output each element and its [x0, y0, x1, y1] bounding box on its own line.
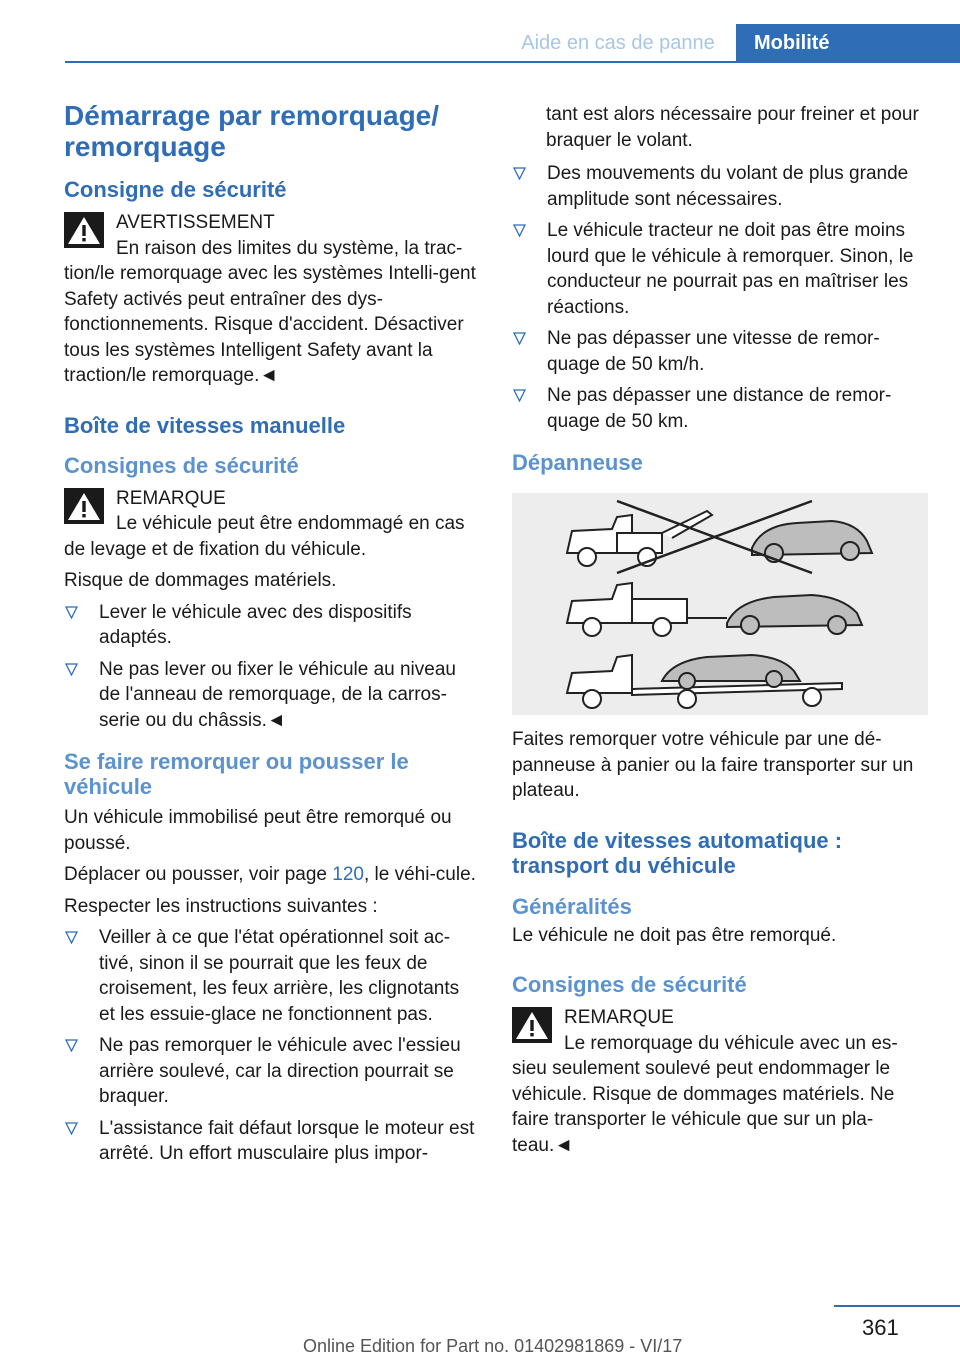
note-text: Le remorquage du véhicule avec un es-sieu seulement soulevé peut endommager le véhicule. Risque de dommages matériels. Ne faire transporter le véhicule que sur un pla-teau.◄: [512, 1032, 898, 1156]
general-text: Le véhicule ne doit pas être remorqué.: [512, 924, 837, 946]
list-item: [64, 1033, 480, 1110]
note-block: [64, 486, 480, 563]
note-label: REMARQUE: [564, 1007, 674, 1028]
towing-bullet-list: [64, 925, 480, 1167]
list-item-text: Le véhicule tracteur ne doit pas être moins lourd que le véhicule à remorquer. Sinon, le conducteur ne pourrait pas en maîtriser les réactions.: [547, 220, 914, 318]
note-risk: Risque de dommages matériels.: [64, 570, 337, 591]
towing-heading: Se faire remorquer ou pousser le véhicule: [64, 749, 409, 799]
note-label: REMARQUE: [116, 487, 226, 509]
warning-label: AVERTISSEMENT: [116, 212, 275, 233]
triangle-bullet-icon: [65, 1039, 78, 1052]
warning-icon: [64, 212, 104, 248]
manual-safety-heading: Consignes de sécurité: [64, 452, 299, 478]
edition-footer: Online Edition for Part no. 01402981869 - VI/17: [303, 1336, 683, 1356]
towing-reference: [64, 862, 480, 888]
list-item-text: Ne pas dépasser une distance de remor-quage de 50 km.: [547, 385, 892, 432]
warning-icon: [512, 1007, 552, 1043]
list-item: [64, 1116, 480, 1167]
tow-truck-drawing-1: [567, 511, 712, 566]
triangle-bullet-icon: [513, 224, 526, 237]
note-block-2: [512, 1005, 928, 1158]
tow-truck-illustration: [512, 493, 928, 715]
list-item-text: Ne pas dépasser une vitesse de remor-quage de 50 km/h.: [547, 328, 880, 375]
triangle-bullet-icon: [513, 332, 526, 345]
manual-gearbox-heading: Boîte de vitesses manuelle: [64, 412, 346, 438]
list-item-text: Ne pas remorquer le véhicule avec l'essieu arrière soulevé, car la direction pourrait se braquer.: [99, 1035, 461, 1107]
list-item: [512, 383, 928, 434]
header-rule: [65, 61, 960, 63]
header-section-tab[interactable]: Aide en cas de panne: [521, 32, 715, 54]
note-text: Le véhicule peut être endommagé en cas de levage et de fixation du véhicule.: [64, 513, 465, 560]
left-column: [64, 100, 480, 1173]
list-item-text: L'assistance fait défaut lorsque le moteur est arrêté. Un effort musculaire plus impor-: [99, 1117, 475, 1164]
list-item: [512, 161, 928, 212]
continuation-text: tant est alors nécessaire pour freiner et pour braquer le volant.: [546, 104, 919, 151]
tow-truck-illustration-graphic: [512, 493, 928, 715]
tow-truck-text: Faites remorquer votre véhicule par une dé-panneuse à panier ou la faire transporter sur un plateau.: [512, 729, 914, 801]
right-column: [512, 102, 928, 1158]
auto-safety-heading: Consignes de sécurité: [512, 972, 747, 997]
automatic-gearbox-heading: Boîte de vitesses automatique : transport du véhicule: [512, 827, 843, 878]
general-heading: Généralités: [512, 893, 632, 919]
tow-truck-heading: Dépanneuse: [512, 450, 643, 475]
triangle-bullet-icon: [513, 167, 526, 180]
triangle-bullet-icon: [65, 931, 78, 944]
towed-car-drawing-2: [727, 595, 862, 634]
footer-rule: [834, 1305, 960, 1307]
warning-text: En raison des limites du système, la trac-tion/le remorquage avec les systèmes Intelli-gent Safety activés peut entraîner des dys-fonctionnements. Risque d'accident. Désactiver tous les systèmes Intelligent Safety avant la traction/le remorquage.◄: [64, 237, 476, 386]
carried-car-drawing: [662, 655, 800, 689]
list-item: [64, 657, 480, 734]
page-title: Démarrage par remorquage/ remorquage: [64, 100, 440, 162]
reference-text-end: , le véhi-cule.: [363, 864, 476, 885]
note-bullet-list: [64, 600, 480, 734]
right-bullet-list: [512, 161, 928, 434]
list-item-text: Veiller à ce que l'état opérationnel soit ac-tivé, sinon il se pourrait que les feux de croisement, les feux arrière, les clignotants et les essuie-glace ne fonctionnent pas.: [99, 927, 460, 1025]
safety-heading: Consigne de sécurité: [64, 177, 287, 202]
tow-truck-drawing-2: [567, 583, 727, 636]
list-item-text: Lever le véhicule avec des dispositifs adaptés.: [99, 601, 412, 648]
warning-block: [64, 210, 480, 389]
triangle-bullet-icon: [65, 1122, 78, 1135]
list-item-text: Des mouvements du volant de plus grande amplitude sont nécessaires.: [547, 163, 909, 210]
warning-icon: [64, 488, 104, 524]
list-item: [512, 218, 928, 320]
page-link[interactable]: 120: [332, 864, 364, 885]
list-item: [64, 600, 480, 651]
triangle-bullet-icon: [65, 606, 78, 619]
triangle-bullet-icon: [513, 389, 526, 402]
list-item-text: Ne pas lever ou fixer le véhicule au niveau de l'anneau de remorquage, de la carros-serie ou du châssis.◄: [99, 658, 456, 731]
list-item: [64, 925, 480, 1027]
lifted-car-drawing-1: [752, 521, 872, 562]
towing-instructions-intro: Respecter les instructions suivantes :: [64, 895, 378, 917]
list-item: [512, 326, 928, 377]
page-number: 361: [862, 1315, 899, 1340]
reference-text: Déplacer ou pousser, voir page: [64, 864, 333, 885]
triangle-bullet-icon: [65, 663, 78, 676]
header-chapter-tab[interactable]: Mobilité: [736, 24, 960, 62]
towing-paragraph: Un véhicule immobilisé peut être remorqué ou poussé.: [64, 807, 452, 854]
